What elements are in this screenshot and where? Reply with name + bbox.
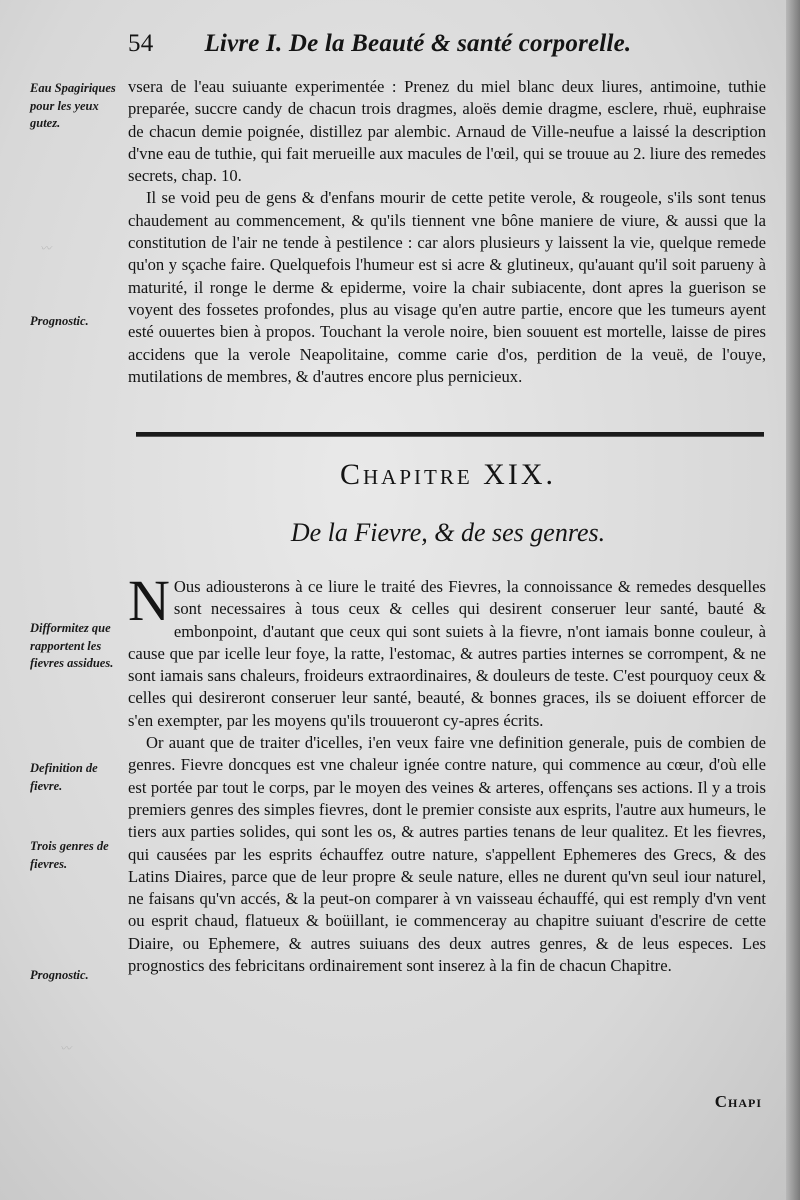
page-number: 54 [128,30,154,57]
section-divider-rule [136,432,764,437]
drop-cap: N [128,568,170,633]
bleed-through-mark: 〰 [40,243,51,255]
paragraph: vsera de l'eau suiuante experimentée : Prenez du miel blanc deux liures, antimoine, tuthie preparée, succre candy de chacun trois dragmes, aloës demie dragme, esclere, rhuë, euphraise de chacun demie poignée, distillez par alembic. Arnaud de Ville-neufue a laissé la description d'vne eau de tuthie, qui fait merueille aux macules de l'œil, qui se trouue au 2. liure des remedes secrets, chap. 10. [128,77,766,186]
chapter-title: Chapitre XIX. [340,458,556,491]
page-gutter-shadow [786,0,800,1200]
chapter-subtitle: De la Fievre, & de ses genres. [290,518,606,547]
top-text-block [128,76,766,388]
margin-note-trois-genres: Trois genres de fievres. [30,839,109,871]
paragraph: Or auant que de traiter d'icelles, i'en veux faire vne definition generale, puis de combien de genres. Fievre doncques est vne chaleur ignée contre nature, qui commence au cœur, d'où elle est portée par tout le corps, par le moyen des veines & arteres, offençans ses actions. Il y a trois premiers genres des simples fievres, dont le premier consiste aux esprits, l'autre aux humeurs, le tiers aux parties solides, qui sont les os, & autres parties tenans de leur qualitez. Et les fievres, qui causées par les esprits échauffez outre nature, s'appellent Ephemeres des Grecs, & des Latins Diaires, parce que de leur propre & seule nature, elles ne durent qu'vn seul iour naturel, ne faisans qu'vn accés, & la peut-on comparer à vn vaisseau échauffé, qui est remply d'vn vent ou esprit chaud, flatueux & boüillant, ie commenceray au chapitre suiuant d'escrire de cette Diaire, ou Ephemere, & autres suiuans des deux autres genres, & de leus especes. Les prognostics des febricitans ordinairement sont inserez à la fin de chacun Chapitre. [128,733,766,976]
margin-note-eau-spagiriques: Eau Spagiriques pour les yeux gutez. [30,81,116,130]
margin-note-definition: Definition de fievre. [30,761,98,793]
running-head [128,30,768,70]
paragraph: Il se void peu de gens & d'enfans mourir de cette petite verole, & rougeole, s'ils sont tenus chaudement au commencement, & qu'ils tiennent vne bône maniere de viure, & aussi que la constitution de l'air ne tende à pestilence : car alors plusieurs y laissent la vie, quelque remede qu'on y sçache faire. Quelquefois l'humeur est si acre & glutineux, qu'auant qu'il soit parueny à maturité, il ronge le derme & epiderme, voire la chair subiacente, dont apres la guerison se voyent des fossetes profondes, plus au visage qu'en autre partie, encore que les tumeurs ayent esté ouuertes bien à propos. Touchant la verole noire, bien souuent est mortelle, laisse de pires accidens que la verole Neapolitaine, comme carie d'os, perdition de la veuë, de l'ouye, mutilations de membres, & d'autres encore plus pernicieux. [128,188,766,386]
running-head-title: Livre I. De la Beauté & santé corporelle. [204,30,632,57]
bleed-through-mark: 〰 [60,1043,71,1055]
margin-note-prognostic-2: Prognostic. [30,968,89,982]
margin-note-difformitez: Difformitez que rapportent les fievres assidues. [30,621,114,670]
paragraph-text: Ous adiousterons à ce liure le traité des Fievres, la connoissance & remedes desquelles sont necessaires à tous ceux & celles qui desirent conseruer leur santé, bauté & embonpoint, d'autant que ceux qui sont suiets à la fievre, n'ont iamais bonne couleur, à cause que par icelle leur foye, la ratte, l'estomac, & autres parties internes se corrompent, & ne sont iamais sans chaleurs, froideurs extraordinaires, & douleurs de teste. C'est pourquoy ceux & celles qui desireront conseruer leur santé, beauté, & bonnes graces, ils se doiuent efforcer de s'en exempter, par les moyens qu'ils trouueront cy-apres écrits. [128,577,766,730]
paragraph [128,568,766,732]
chapter-text-block [128,568,766,977]
margin-note-prognostic: Prognostic. [30,314,89,328]
catchword: Chapi [714,1092,762,1111]
